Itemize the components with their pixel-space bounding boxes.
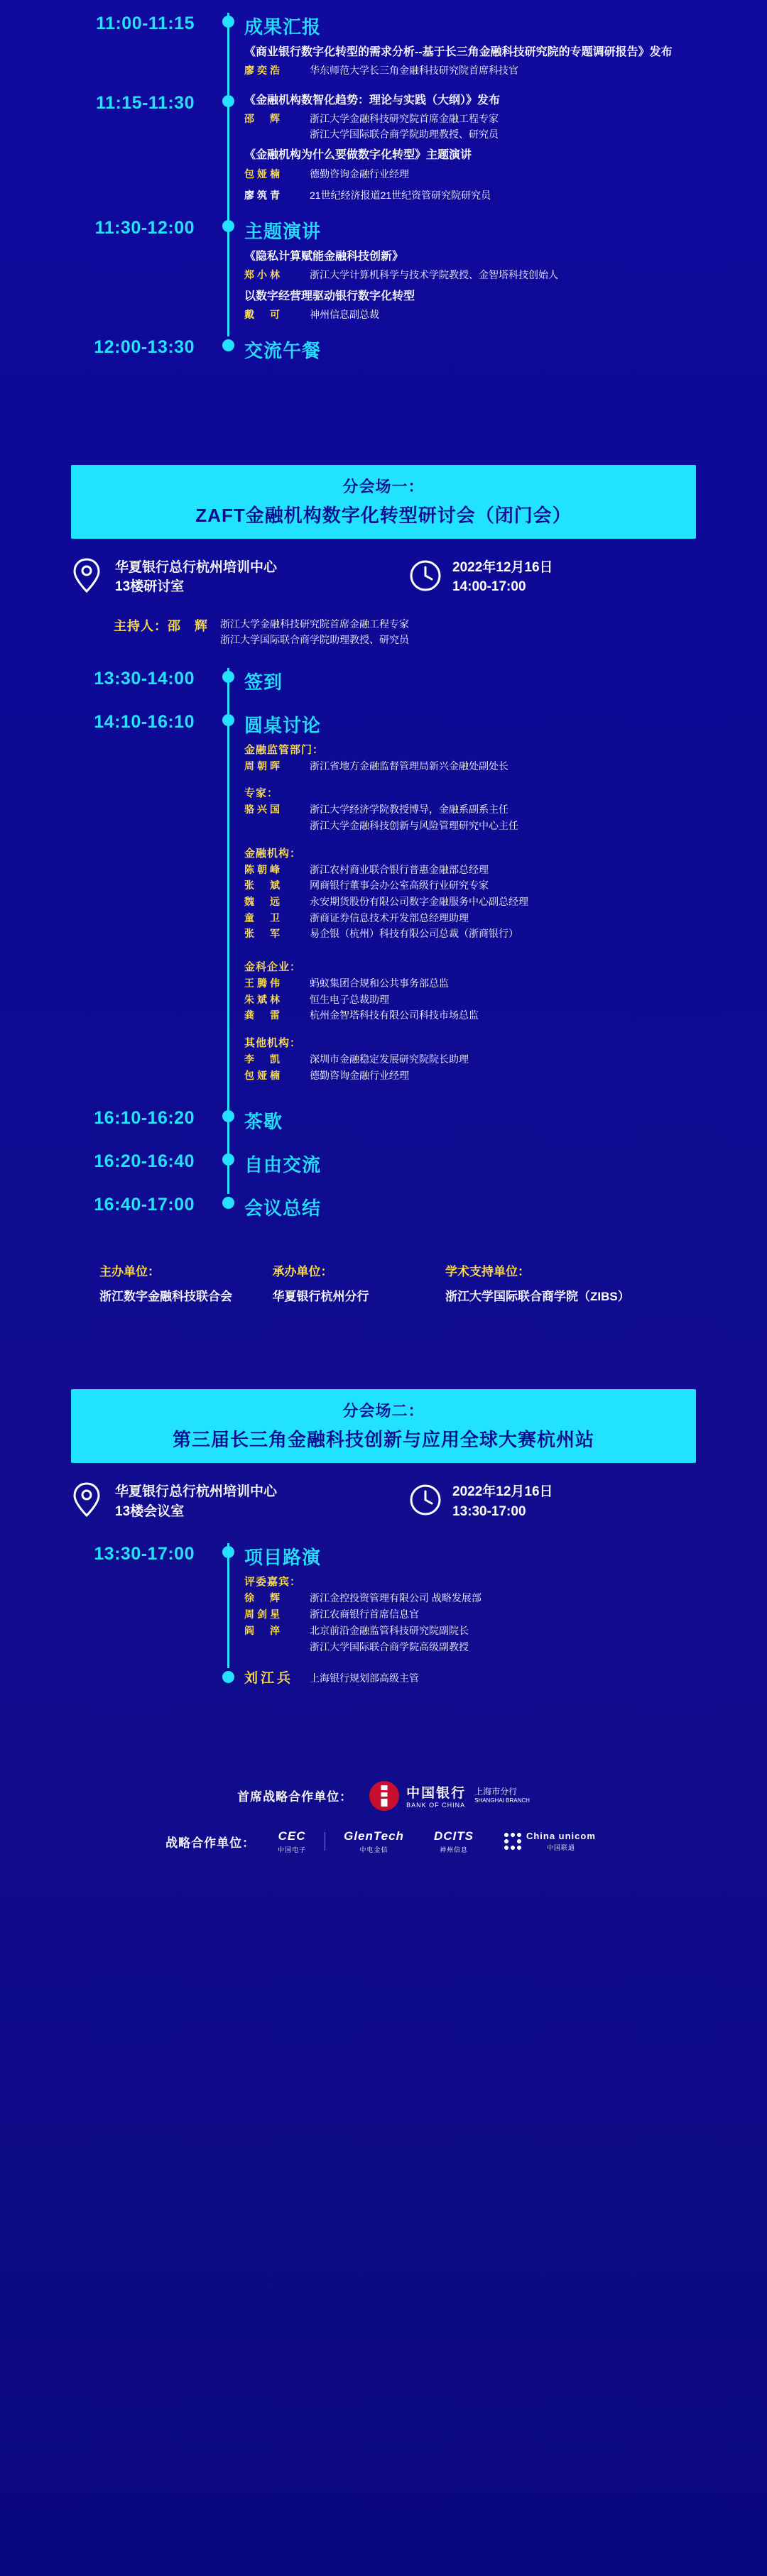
timeline-marker [213,217,244,336]
agenda-row [0,668,767,711]
person-row [244,111,767,142]
organizer-label: 学术支持单位： [445,1265,530,1279]
person-desc: 浙江农村商业联合银行普惠金融部总经理 [310,863,489,875]
person-desc: 浙江大学经济学院教授博导，金融系副系主任 [310,804,508,816]
session-one-banner [71,465,696,539]
agenda-content [244,1543,767,1668]
timeline-dot [222,1546,234,1558]
session-title: 主题演讲 [244,221,322,242]
person-desc: 浙江农商银行首席信息官 [310,1608,419,1621]
partner-logo-cec [278,1829,306,1854]
judge-label: 评委嘉宾： [244,1576,302,1589]
person-desc: 浙商证券信息技术开发部总经理助理 [310,911,469,923]
agenda-row [0,1151,767,1194]
timeline-dot [222,714,234,726]
agenda-time: 11:00-11:15 [96,13,195,33]
agenda-content [244,217,767,336]
person-desc: 永安期货股份有限公司数字金融服务中心副总经理 [310,895,528,907]
person-name: 魏 远 [244,895,283,907]
agenda-content [244,13,767,92]
person-name: 刘江兵 [244,1671,294,1687]
partner-sub: 中国联通 [546,1844,575,1852]
person-desc: 杭州金智塔科技有限公司科技市场总监 [310,1009,479,1021]
person-name: 朱斌林 [244,993,283,1005]
person-row [244,188,767,204]
session-subtitle: 《隐私计算赋能金融科技创新》 [244,251,404,263]
person-name: 张 军 [244,928,283,940]
agenda-row [0,13,767,92]
host-desc [220,616,409,648]
session-title: 项目路演 [244,1547,322,1569]
timeline-marker [213,13,244,92]
agenda-row [0,1668,767,1702]
group-label: 金融监管部门： [244,743,325,756]
person-name: 周朝晖 [244,760,283,772]
organizer-value: 华夏银行杭州分行 [272,1290,369,1304]
person-row [244,1068,767,1084]
panel-group [244,742,767,774]
panel-group [244,845,767,942]
person-name: 廖筑青 [244,190,283,202]
agenda-row [0,1194,767,1237]
datetime-text [452,1482,553,1521]
person-desc: 上海银行规划部高级主管 [310,1672,419,1684]
strategic-partner-row [0,1781,767,1811]
session-title: 签到 [244,671,283,693]
person-name: 戴 可 [244,309,283,321]
agenda-content [244,1107,767,1151]
boc-mark-icon [369,1781,399,1811]
partner-mark: China unicom [526,1831,596,1842]
agenda-content [244,336,767,380]
event-date: 2022年12月16日 [452,1484,553,1500]
agenda-content [244,668,767,711]
person-row [244,894,767,910]
session-title: 交流午餐 [244,339,322,361]
panel-group [244,785,767,833]
person-name: 陈朝峰 [244,863,283,875]
person-desc: 浙江大学计算机科学与技术学院教授、金智塔科技创始人 [310,269,558,281]
session-one-host [71,616,696,648]
main-agenda [0,0,767,380]
person-name: 张 斌 [244,879,283,892]
partner-sub: 神州信息 [439,1846,468,1853]
venue-name: 华夏银行总行杭州培训中心 [115,559,278,575]
timeline-dot [222,671,234,683]
partner-mark: DCITS [433,1829,474,1843]
venue-text [115,1482,277,1521]
partners-section [0,1781,767,1901]
agenda-row [0,92,767,217]
agenda-time: 16:10-16:20 [94,1108,195,1129]
person-name: 王腾伟 [244,977,283,990]
timeline-dot [222,1110,234,1122]
venue-room: 13楼会议室 [115,1503,185,1519]
person-row [244,926,767,942]
organizer-host [99,1261,272,1304]
person-row [244,802,767,818]
group-label: 金科企业： [244,961,302,974]
person-row [244,759,767,774]
event-time: 13:30-17:00 [452,1503,526,1519]
agenda-row [0,711,767,1108]
agenda-row [0,217,767,336]
person-name [244,818,310,834]
person-name: 周剑星 [244,1608,283,1621]
partner-mark: CEC [278,1829,306,1843]
person-desc: 易企银（杭州）科技有限公司总裁（浙商银行） [310,928,518,940]
session-two-agenda [0,1543,767,1702]
host-label: 主持人：邵 辉 [114,618,208,633]
person-desc: 浙江大学金融科技创新与风险管理研究中心主任 [310,819,518,831]
bank-of-china-logo [369,1781,530,1811]
partner-mark: GlenTech [344,1829,404,1843]
person-row [244,1607,767,1623]
group-label: 其他机构： [244,1037,302,1050]
event-date: 2022年12月16日 [452,559,553,575]
person-row [244,268,767,283]
person-desc [310,111,767,142]
agenda-time: 13:30-14:00 [94,668,195,689]
person-desc: 21世纪经济报道21世纪资管研究院研究员 [310,190,491,202]
session-title: 会议总结 [244,1197,322,1220]
session-title: 成果汇报 [244,16,322,38]
person-desc: 浙江省地方金融监督管理局新兴金融处副处长 [310,760,508,772]
person-row [244,976,767,992]
agenda-content [244,711,767,1108]
partner-logo-glentech [344,1829,404,1854]
unicom-mark-icon [504,1832,522,1851]
timeline-dot [222,339,234,351]
person-row [244,1052,767,1068]
person-desc: 浙江大学国际联合商学院高级副教授 [310,1640,469,1653]
boc-name-en: BANK OF CHINA [406,1802,466,1809]
person-row [244,862,767,878]
organizer-label: 主办单位： [99,1265,160,1279]
group-label: 金融机构： [244,847,302,860]
agenda-time: 16:40-17:00 [94,1195,195,1215]
timeline-dot [222,220,234,232]
person-row [244,818,767,834]
cooperation-partner-label: 战略合作单位： [165,1836,256,1850]
timeline-marker [213,1194,244,1237]
group-label: 专家： [244,787,279,800]
partner-sub: 中国电子 [278,1846,307,1853]
session-subtitle: 《金融机构为什么要做数字化转型》主题演讲 [244,149,472,162]
person-name: 李 凯 [244,1053,283,1065]
banner-line1: 分会场一： [342,477,425,495]
timeline-dot [222,1197,234,1209]
partner-logo-dcits [434,1829,474,1854]
person-desc: 蚂蚁集团合规和公共事务部总监 [310,977,449,990]
session-two-venue [71,1481,696,1522]
event-time: 14:00-17:00 [452,579,526,595]
person-desc: 深圳市金融稳定发展研究院院长助理 [310,1053,469,1065]
agenda-time: 11:30-12:00 [94,218,195,238]
host-desc-line2: 浙江大学国际联合商学院助理教授、研究员 [220,634,409,646]
timeline-marker [213,668,244,711]
session-title: 自由交流 [244,1154,322,1176]
agenda-content [244,1668,767,1702]
person-name: 童 卫 [244,911,283,923]
venue-text [115,558,277,597]
agenda-row [0,1107,767,1151]
session-title: 圆桌讨论 [244,714,322,736]
banner-line2: 第三届长三角金融科技创新与应用全球大赛杭州站 [172,1429,594,1451]
timeline-marker [213,92,244,217]
agenda-time: 16:20-16:40 [94,1151,195,1172]
person-row [244,1640,767,1655]
timeline-marker [213,1668,244,1702]
person-desc: 神州信息副总裁 [310,309,379,321]
session-one-agenda [0,668,767,1238]
person-row [244,992,767,1008]
agenda-time: 11:15-11:30 [96,92,195,113]
boc-branch-cn: 上海市分行 [474,1786,518,1797]
agenda-time: 13:30-17:00 [94,1544,195,1564]
session-one-venue [71,557,696,598]
host-desc-line1: 浙江大学金融科技研究院首席金融工程专家 [220,618,409,630]
person-name: 廖奕浩 [244,65,283,77]
session-subtitle: 《商业银行数字化转型的需求分析--基于长三角金融科技研究院的专题调研报告》发布 [244,46,673,58]
person-name: 郑小林 [244,269,283,281]
person-desc: 德勤咨询金融行业经理 [310,168,409,180]
person-row [244,1008,767,1024]
partner-logo-china-unicom [504,1831,596,1852]
agenda-content [244,92,767,217]
organizer-academic [445,1261,696,1304]
session-title: 茶歇 [244,1111,283,1133]
person-row [244,1668,767,1689]
person-row [244,878,767,894]
partner-sub: 中电金信 [359,1846,388,1853]
person-desc: 北京前沿金融监管科技研究院副院长 [310,1624,469,1636]
person-row [244,63,767,79]
person-name: 龚 雷 [244,1009,283,1021]
panel-group [244,1035,767,1083]
agenda-content [244,1194,767,1237]
banner-line1: 分会场二： [342,1402,425,1420]
timeline-dot [222,1153,234,1166]
session-subtitle: 以数字经营理驱动银行数字化转型 [244,290,415,302]
agenda-row [0,336,767,380]
person-row [244,167,767,182]
venue-name: 华夏银行总行杭州培训中心 [115,1484,278,1500]
clock-icon [408,559,442,596]
person-name: 骆兴国 [244,804,283,816]
boc-branch-en: SHANGHAI BRANCH [474,1797,530,1804]
person-desc: 网商银行董事会办公室高级行业研究专家 [310,879,489,892]
organizer-value: 浙江数字金融科技联合会 [99,1290,232,1304]
timeline-dot [222,16,234,28]
timeline-marker [213,711,244,1108]
person-desc-line1: 浙江大学金融科技研究院首席金融工程专家 [310,113,499,125]
agenda-content [244,1151,767,1194]
person-row [244,1591,767,1606]
cooperation-partner-row [0,1829,767,1854]
person-name: 阎 淬 [244,1624,283,1636]
person-desc-line2: 浙江大学国际联合商学院助理教授、研究员 [310,128,499,140]
organizer-co-host [272,1261,445,1304]
boc-name-cn: 中国银行 [406,1786,467,1802]
person-desc: 华东师范大学长三角金融科技研究院首席科技官 [310,65,518,77]
panel-group [244,959,767,1024]
timeline-dot [222,1671,234,1683]
session-two-banner [71,1389,696,1463]
person-name [244,1640,310,1655]
agenda-time: 12:00-13:30 [94,336,195,357]
timeline-marker [213,336,244,380]
timeline-marker [213,1107,244,1151]
timeline-marker [213,1151,244,1194]
agenda-row [0,1543,767,1668]
banner-line2: ZAFT金融机构数字化转型研讨会（闭门会） [195,504,572,526]
strategic-partner-label: 首席战略合作单位： [237,1790,353,1804]
clock-icon [408,1483,442,1520]
person-row [244,1623,767,1639]
timeline-dot [222,95,234,107]
organizer-value: 浙江大学国际联合商学院（ZIBS） [445,1290,630,1304]
person-desc: 德勤咨询金融行业经理 [310,1069,409,1081]
person-row [244,911,767,926]
location-pin-icon [71,557,105,598]
person-name: 徐 辉 [244,1592,283,1604]
person-desc: 恒生电子总裁助理 [310,993,389,1005]
session-one-organizers [71,1261,696,1304]
person-name: 包娅楠 [244,168,283,180]
agenda-time: 14:10-16:10 [94,711,195,732]
session-subtitle: 《金融机构数智化趋势：理论与实践（大纲）》发布 [244,94,501,106]
location-pin-icon [71,1481,105,1522]
organizer-label: 承办单位： [272,1265,333,1279]
datetime-text [452,558,553,597]
person-row [244,307,767,323]
venue-room: 13楼研讨室 [115,579,185,595]
person-name: 包娅楠 [244,1069,283,1081]
person-desc: 浙江金控投资管理有限公司 战略发展部 [310,1592,482,1604]
person-name: 邵 辉 [244,113,283,125]
timeline-marker [213,1543,244,1668]
